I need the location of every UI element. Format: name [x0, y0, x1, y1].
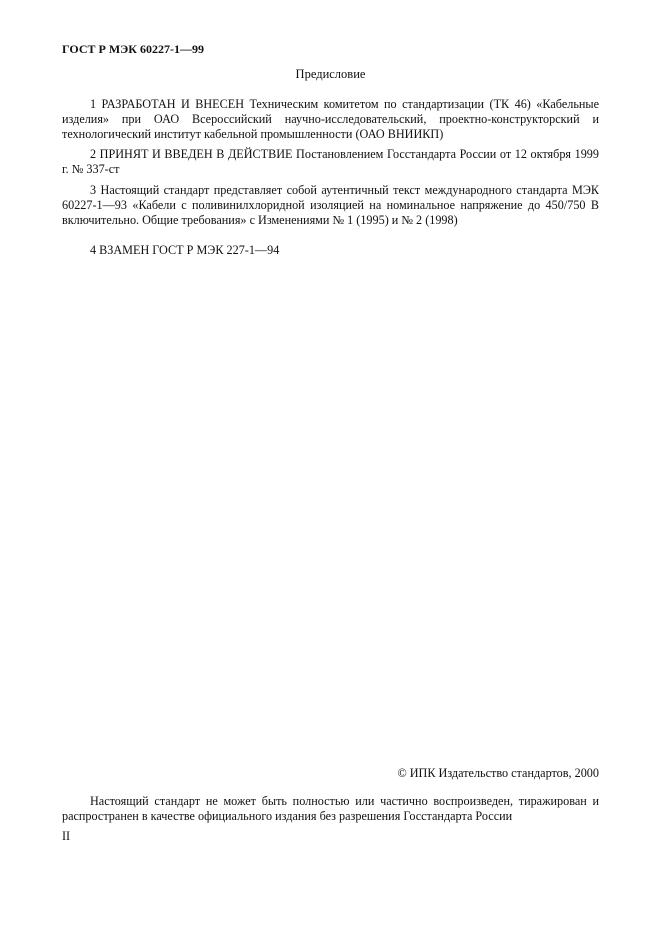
paragraph-replaces: 4 ВЗАМЕН ГОСТ Р МЭК 227-1—94	[90, 243, 280, 257]
copyright-line: © ИПК Издательство стандартов, 2000	[397, 766, 599, 780]
section-title: Предисловие	[295, 67, 366, 81]
reproduction-notice: Настоящий стандарт не может быть полностью или частично воспроизведен, тиражирован и распространен в качестве официального издания без разрешения Госстандарта России	[62, 794, 599, 823]
paragraph-authentic-text: 3 Настоящий стандарт представляет собой аутентичный текст международного стандарта МЭК 60227-1—93 «Кабели с поливинилхлоридной изоляцией на номинальное напряжение до 450/750 В включительно. Общие требования» с Изменениями № 1 (1995) и № 2 (1998)	[62, 183, 599, 227]
paragraph-adopted: 2 ПРИНЯТ И ВВЕДЕН В ДЕЙСТВИЕ Постановлением Госстандарта России от 12 октября 1999 г. № 337-ст	[62, 147, 599, 176]
paragraph-developed-by: 1 РАЗРАБОТАН И ВНЕСЕН Техническим комитетом по стандартизации (ТК 46) «Кабельные изделия» при ОАО Всероссийский научно-исследовательский, проектно-конструкторский и технологический институт кабельной промышленности (ОАО ВНИИКП)	[62, 97, 599, 141]
document-code: ГОСТ Р МЭК 60227-1—99	[62, 42, 204, 56]
page-number: II	[62, 829, 71, 843]
